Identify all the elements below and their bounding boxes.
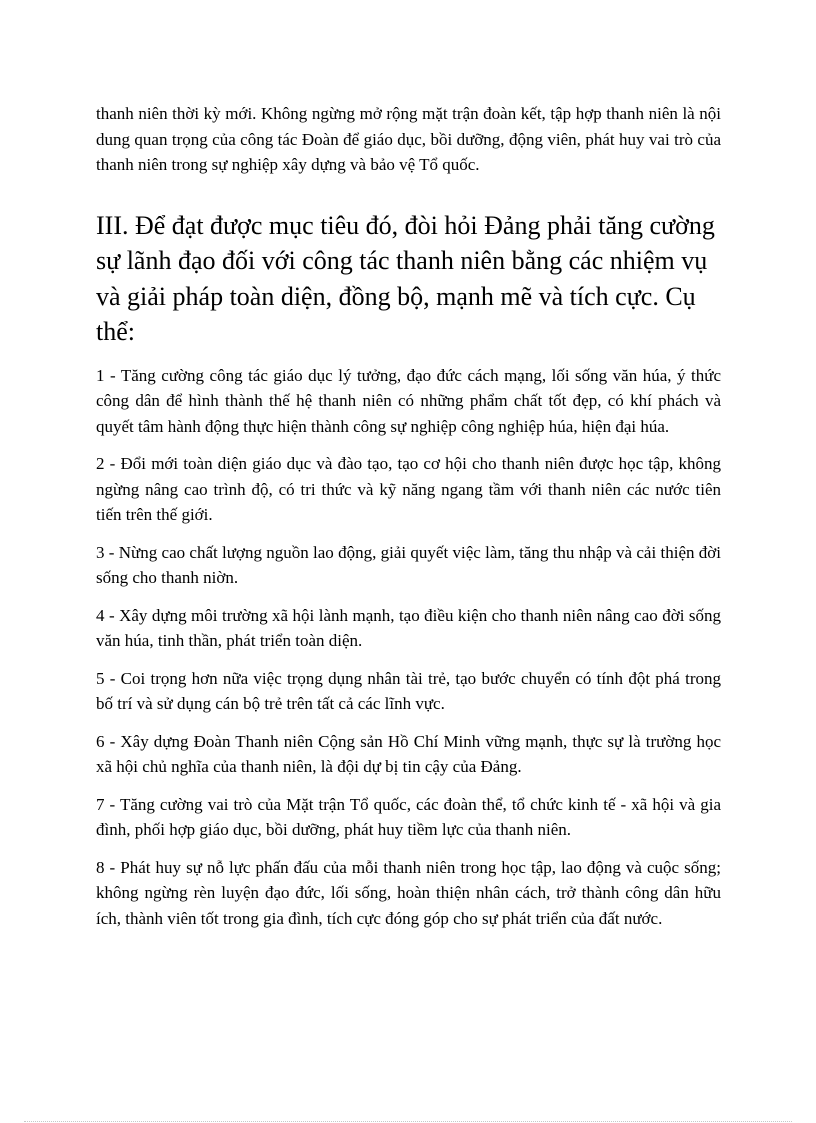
list-item-3: 3 - Nừng cao chất lượng nguồn lao động, giải quyết việc làm, tăng thu nhập và cải thiện đời sống cho thanh niờn. [96, 542, 721, 587]
section-heading: III. Để đạt được mục tiêu đó, đòi hỏi Đảng phải tăng cường sự lãnh đạo đối với công tác thanh niên bằng các nhiệm vụ và giải pháp toàn diện, đồng bộ, mạnh mẽ và tích cực. Cụ thể: [96, 210, 715, 346]
page-bottom-divider [24, 1121, 792, 1122]
list-item-1: 1 - Tăng cường công tác giáo dục lý tưởng, đạo đức cách mạng, lối sống văn húa, ý thức công dân để hình thành thế hệ thanh niên có những phẩm chất tốt đẹp, có khí phách và quyết tâm hành động thực hiện thành công sự nghiệp công nghiệp húa, hiện đại húa. [96, 365, 721, 436]
page-content [96, 101, 721, 943]
list-item-7: 7 - Tăng cường vai trò của Mặt trận Tổ quốc, các đoàn thể, tổ chức kinh tế - xã hội và gia đình, phối hợp giáo dục, bồi dưỡng, phát huy tiềm lực của thanh niên. [96, 794, 721, 839]
list-item-8: 8 - Phát huy sự nỗ lực phấn đấu của mỗi thanh niên trong học tập, lao động và cuộc sống; không ngừng rèn luyện đạo đức, lối sống, hoàn thiện nhân cách, trở thành công dân hữu ích, thành viên tốt trong gia đình, tích cực đóng góp cho sự phát triển của đất nước. [96, 857, 721, 928]
list-item-5: 5 - Coi trọng hơn nữa việc trọng dụng nhân tài trẻ, tạo bước chuyển có tính đột phá trong bố trí và sử dụng cán bộ trẻ trên tất cả các lĩnh vực. [96, 668, 721, 713]
intro-paragraph: thanh niên thời kỳ mới. Không ngừng mở rộng mặt trận đoàn kết, tập hợp thanh niên là nội dung quan trọng của công tác Đoàn để giáo dục, bồi dưỡng, động viên, phát huy vai trò của thanh niên trong sự nghiệp xây dựng và bảo vệ Tổ quốc. [96, 104, 721, 174]
list-item-6: 6 - Xây dựng Đoàn Thanh niên Cộng sản Hồ Chí Minh vững mạnh, thực sự là trường học xã hội chủ nghĩa của thanh niên, là đội dự bị tin cậy của Đảng. [96, 731, 721, 776]
numbered-list [96, 363, 721, 932]
list-item-4: 4 - Xây dựng môi trường xã hội lành mạnh, tạo điều kiện cho thanh niên nâng cao đời sống văn húa, tinh thần, phát triển toàn diện. [96, 605, 721, 650]
list-item-2: 2 - Đổi mới toàn diện giáo dục và đào tạo, tạo cơ hội cho thanh niên được học tập, không ngừng nâng cao trình độ, có tri thức và kỹ năng ngang tầm với thanh niên các nước tiên tiến trên thế giới. [96, 454, 721, 524]
